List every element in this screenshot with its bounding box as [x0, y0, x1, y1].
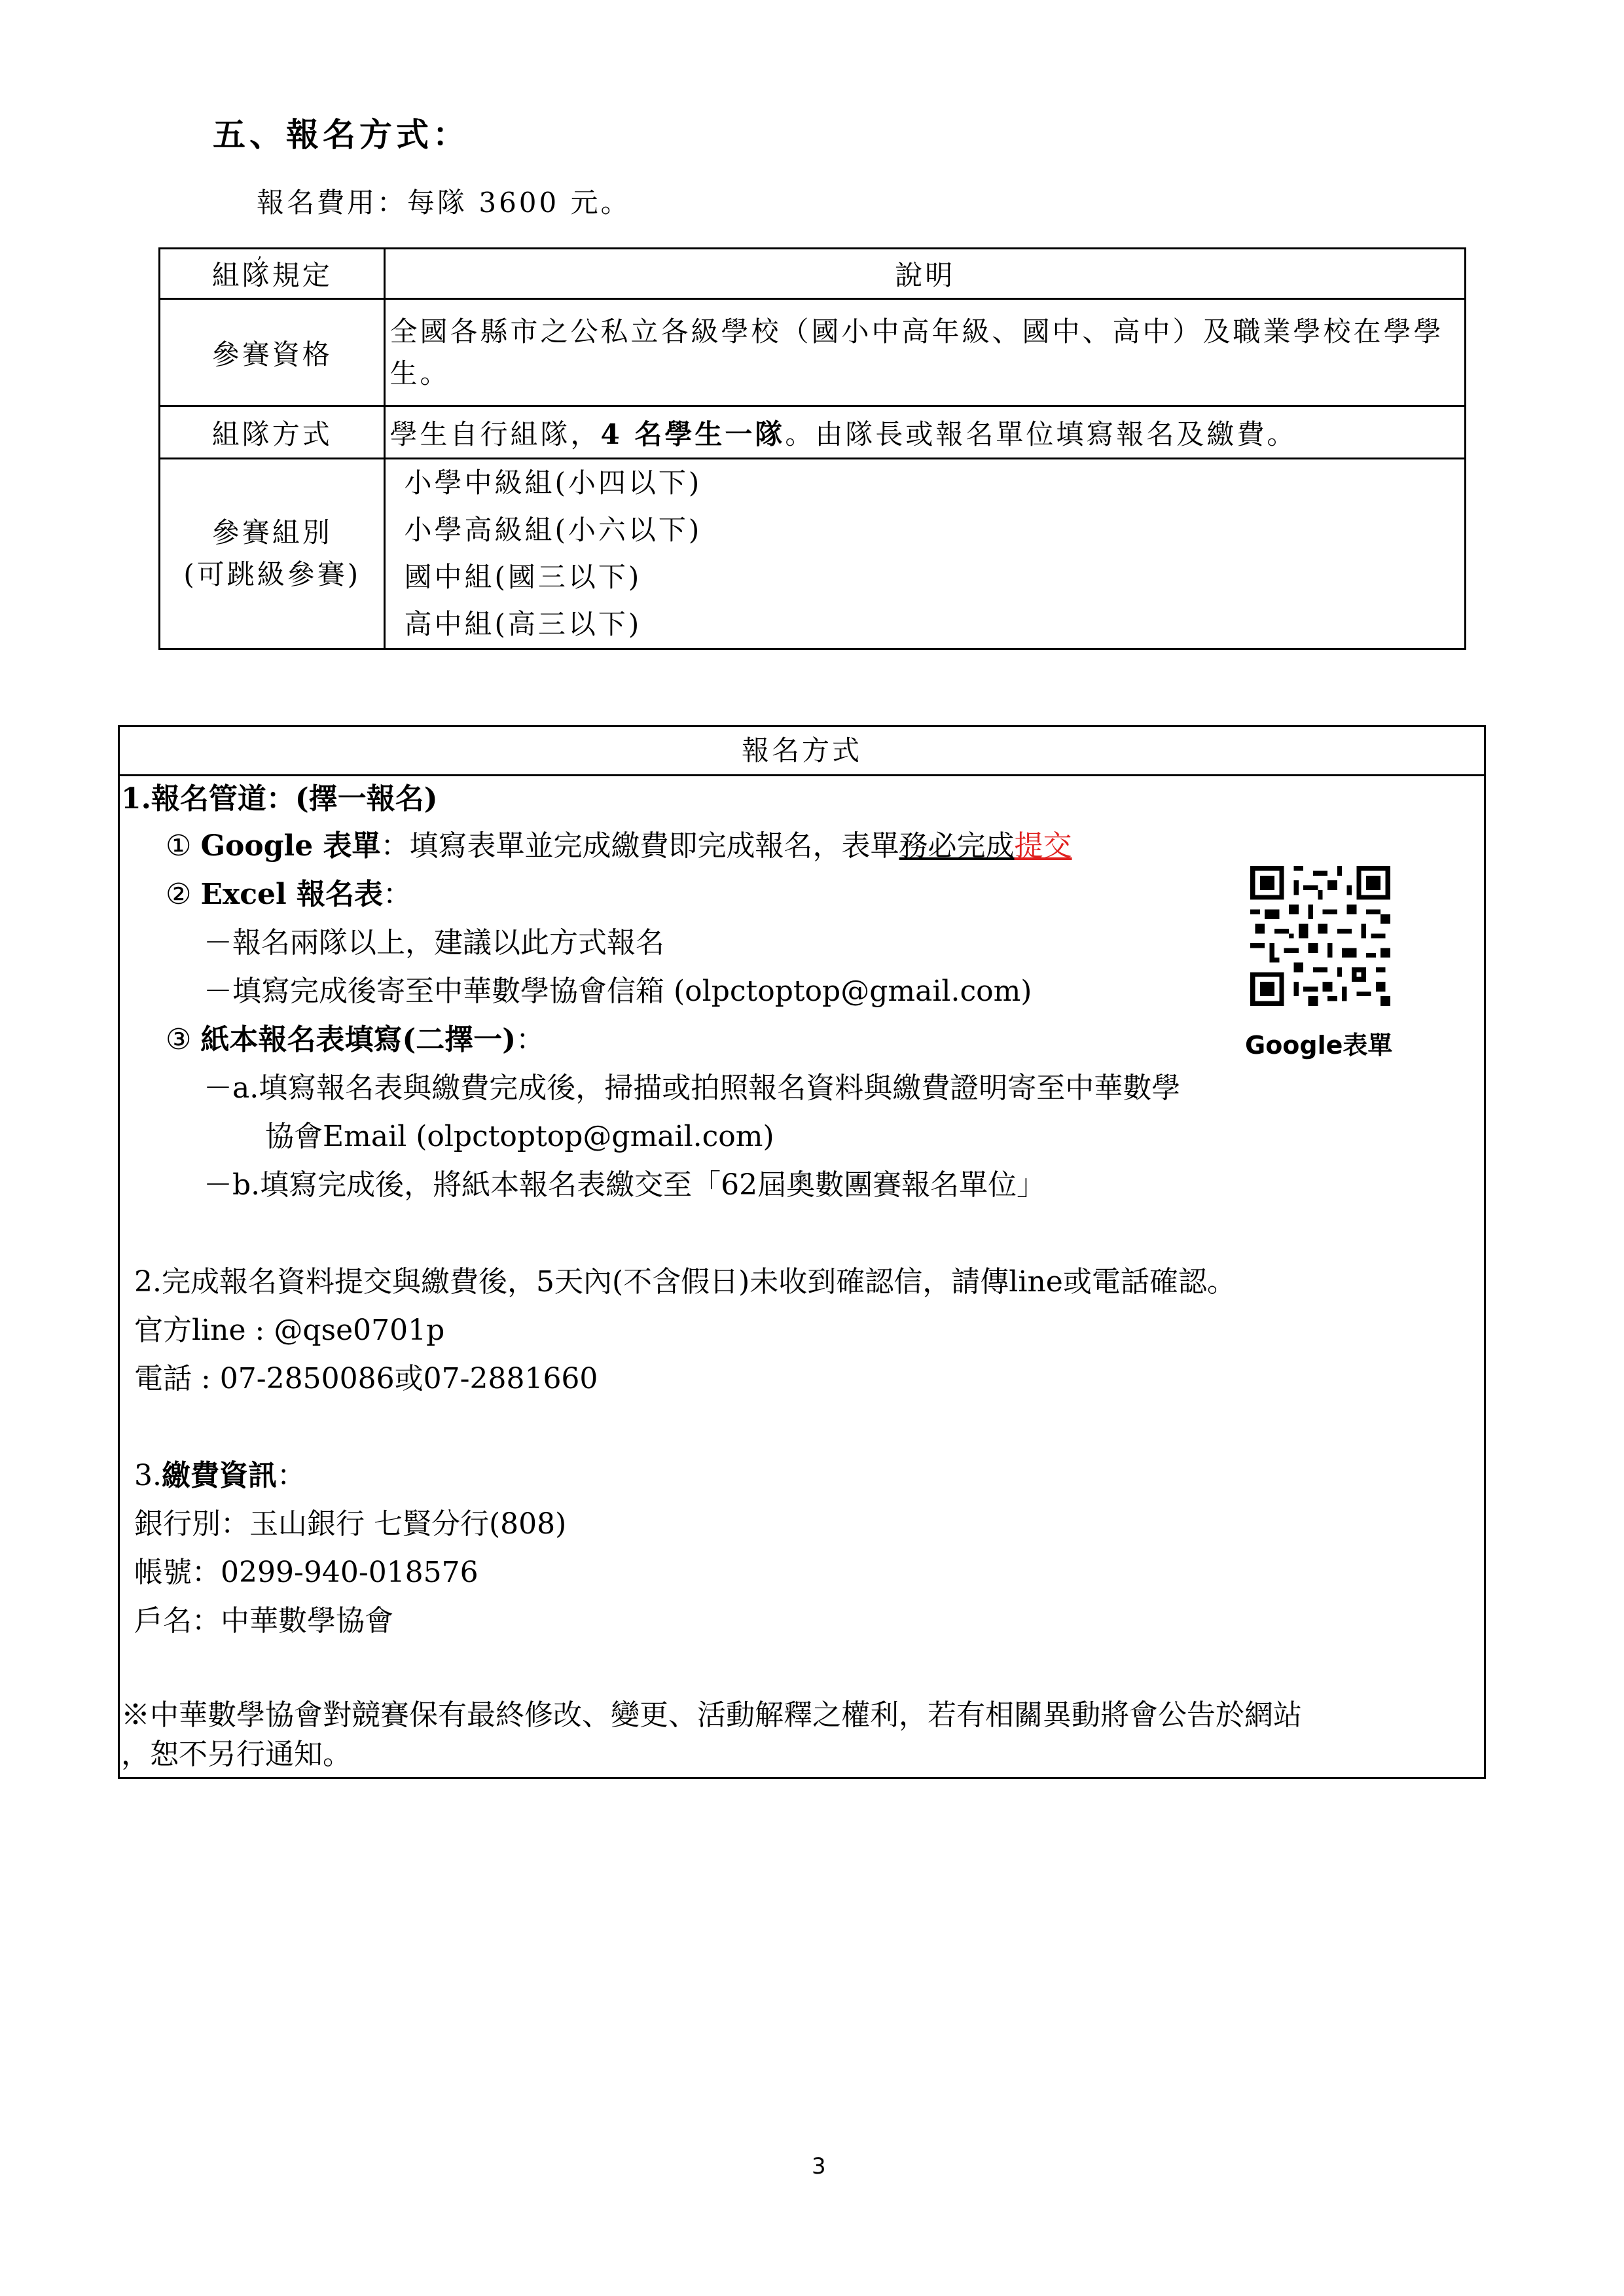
option-paper-colon: ： [516, 1023, 545, 1056]
account-number: 帳號：0299-940-018576 [134, 1556, 478, 1589]
page-number: 3 [812, 2153, 826, 2179]
phone: 電話 : 07-2850086或07-2881660 [134, 1362, 598, 1395]
option-number: ③ [166, 1023, 192, 1056]
confirm-text: 2.完成報名資料提交與繳費後，5天內(不含假日)未收到確認信，請傳line或電話確認。 [134, 1265, 1236, 1299]
division-item: 國中組(國三以下) [404, 561, 642, 593]
team-text [385, 406, 1466, 459]
registration-title: 報名方式 [120, 727, 1484, 776]
team-label: 組隊方式 [160, 406, 385, 459]
payment-heading [134, 1456, 306, 1496]
option-google-label: Google 表單 [200, 829, 381, 863]
qr-code-icon[interactable] [1250, 863, 1390, 1009]
bank-name: 銀行別：玉山銀行 七賢分行(808) [134, 1507, 567, 1541]
option-google-text: ：填寫表單並完成繳費即完成報名，表單 [380, 829, 899, 863]
section-heading: 五、報名方式： [213, 115, 469, 154]
option-excel-colon: ： [383, 878, 412, 911]
eligibility-text: 全國各縣市之公私立各級學校（國小中高年級、國中、高中）及職業學校在學學生。 [385, 299, 1466, 406]
option-excel-sub1: －報名兩隊以上，建議以此方式報名 [204, 926, 664, 960]
notice-line2: ，恕不另行通知。 [121, 1738, 352, 1771]
option-paper-b: －b.填寫完成後，將紙本報名表繳交至「62屆奧數團賽報名單位」 [204, 1168, 1046, 1202]
payment-heading-label: 繳費資訊 [161, 1459, 277, 1492]
team-text-pre: 學生自行組隊， [389, 418, 601, 450]
option-paper-a1: －a.填寫報名表與繳費完成後，掃描或拍照報名資料與繳費證明寄至中華數學 [204, 1071, 1181, 1105]
header-team-rules: 組隊規定 [160, 249, 385, 299]
option-excel-sub2: －填寫完成後寄至中華數學協會信箱 (olpctoptop@gmail.com) [204, 975, 1032, 1008]
divisions-label-main: 參賽組別 [211, 516, 333, 548]
notice-line1: ※中華數學協會對競賽保有最終修改、變更、活動解釋之權利，若有相關異動將會公告於網站 [121, 1698, 1302, 1732]
header-description: 說明 [385, 249, 1466, 299]
account-name: 戶名：中華數學協會 [134, 1604, 393, 1638]
small-mark: , [257, 243, 262, 262]
division-item: 小學中級組(小四以下) [404, 467, 702, 499]
payment-heading-num: 3. [134, 1459, 162, 1492]
payment-heading-colon: ： [276, 1459, 306, 1492]
option-paper-label: 紙本報名表填寫(二擇一) [200, 1023, 516, 1056]
option-google-submit: 提交 [1014, 829, 1072, 863]
team-text-post: 。由隊長或報名單位填寫報名及繳費。 [785, 418, 1297, 450]
qr-label: Google表單 [1245, 1031, 1393, 1060]
team-rules-table [158, 247, 1466, 650]
division-item: 高中組(高三以下) [404, 608, 642, 640]
option-paper [166, 1020, 545, 1060]
option-number: ② [166, 878, 192, 911]
team-text-bold: 4 名學生一隊 [600, 418, 785, 450]
divisions-list [385, 459, 1466, 649]
line-id: 官方line : @qse0701p [134, 1314, 445, 1347]
option-google-underline: 務必完成 [899, 829, 1015, 863]
option-google-form [166, 827, 1072, 866]
divisions-label [160, 459, 385, 649]
option-number: ① [166, 829, 192, 863]
fee-text: 報名費用：每隊 3600 元。 [257, 187, 631, 219]
eligibility-label: 參賽資格 [160, 299, 385, 406]
division-item: 小學高級組(小六以下) [404, 514, 702, 546]
channel-heading: 1.報名管道：(擇一報名) [121, 782, 438, 816]
option-paper-a2: 協會Email (olpctoptop@gmail.com) [265, 1120, 774, 1153]
divisions-label-note: (可跳級參賽) [183, 558, 361, 590]
option-excel-label: Excel 報名表 [200, 878, 384, 911]
option-excel [166, 875, 412, 914]
